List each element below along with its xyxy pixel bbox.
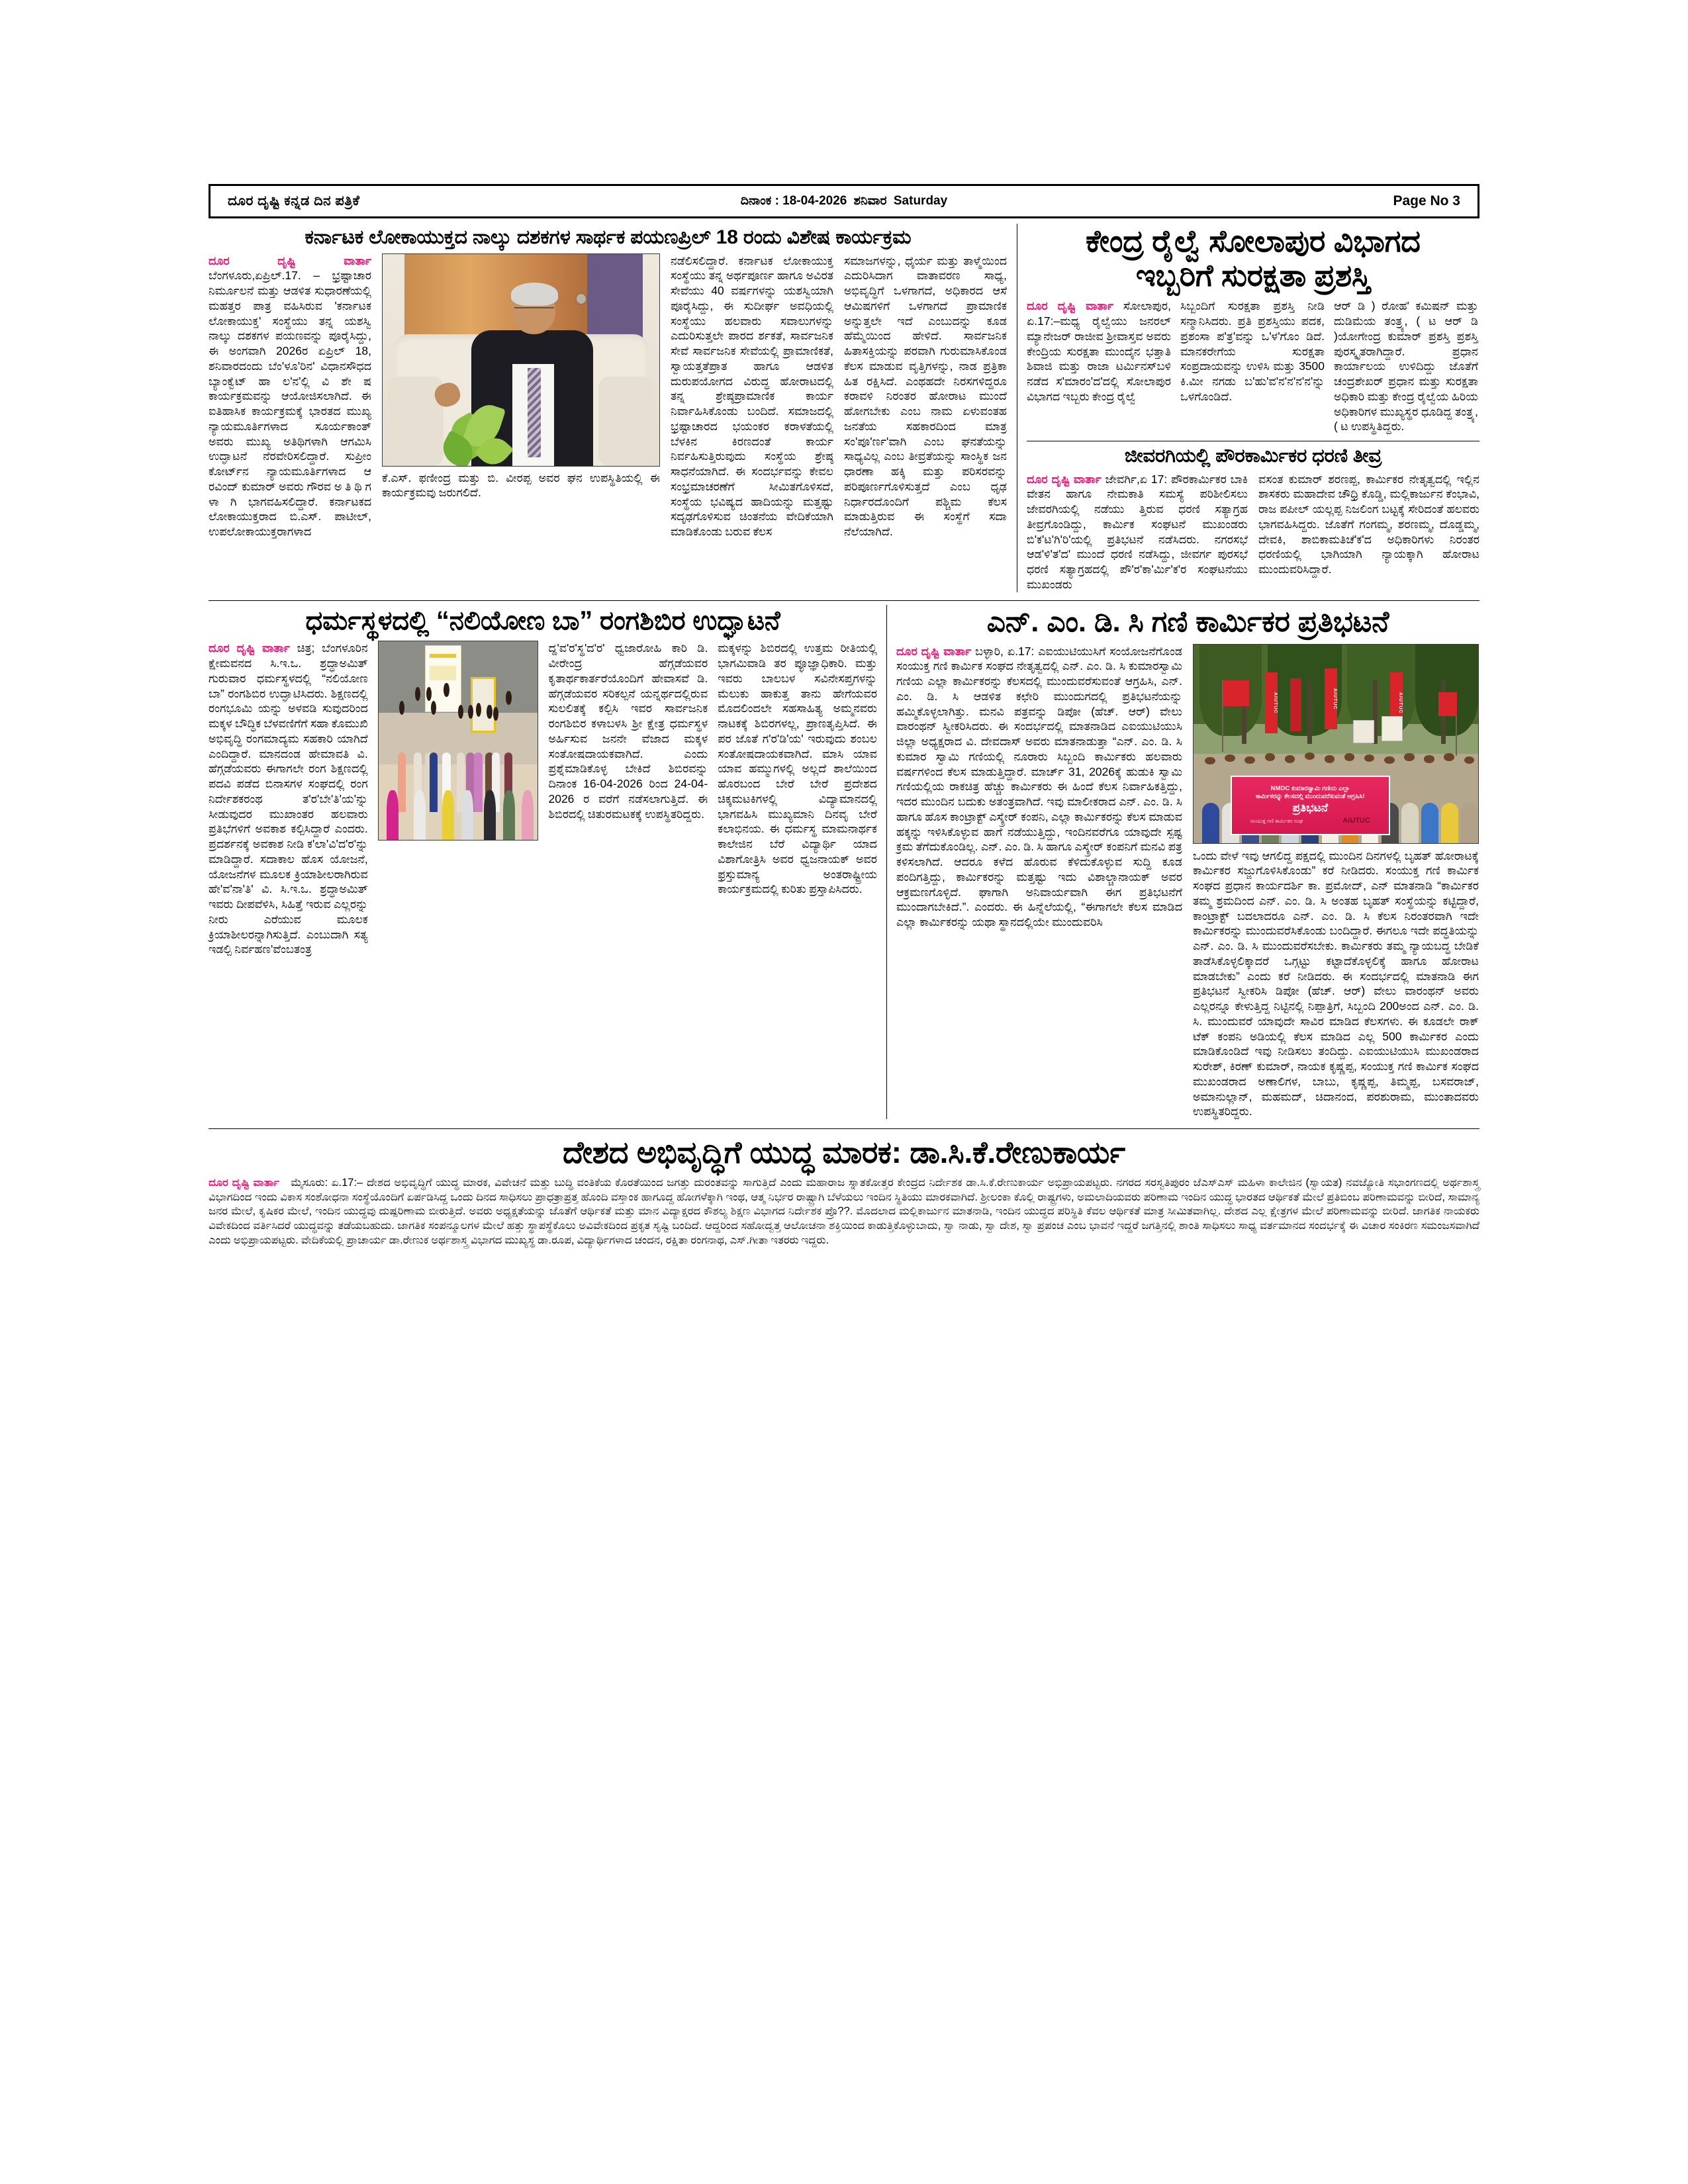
photo-person-tie (528, 368, 540, 457)
photo-event-banner (425, 645, 461, 712)
article-nmdc (886, 605, 1479, 1119)
article-jevargi-col2: ವಸಂತ ಕುಮಾರ್ ಶರಣಪ್ಪ, ಕಾರ್ಮಿಕರ ನೇತೃತ್ವದಲ್ಲಿ ಇಲ್ಲಿನ ಶಾಸಕರು ಮಹಾದೇವ ಚೌಧ್ರಿ ಕೊಡ್ಡಿ, ಮಲ್ಲಿಕಾರ್ಜುನ ಕೆಂಭಾವಿ, ರಾಜ ಪಪೀಲ್ ಯಲ್ಲಪ್ಪ ನಿಜಲಿಂಗ ಬಟ್ಟಕ್ಕೆ ಸೇರಿದಂತೆ ಹಲವರು ಭಾಗವಹಿಸಿದ್ದರು. ಜೊತೆಗೆ ಗಂಗಮ್ಮ, ಶರಣಮ್ಮ, ದೊಡ್ಡಮ್ಮ, ದೇವಕಿ, ಶಾಬಿಕಾಮತಿಚೆ'ಕ'ದ ಅಧಿಕಾರಿಗಳು ನಿರಂತರ ಧರಣಿಯಲ್ಲಿ ಭಾಗಿಯಾಗಿ ನ್ಯಾಯಕ್ಕಾಗಿ ಹೋರಾಟ ಮುಂದುವರಿಸಿದ್ದಾರೆ. (1258, 472, 1479, 576)
article-renukarya-headline: ದೇಶದ ಅಭಿವೃದ್ಧಿಗೆ ಯುದ್ಧ ಮಾರಕ: ಡಾ.ಸಿ.ಕೆ.ರೇಣುಕಾರ್ಯ (563, 1135, 1125, 1170)
article-nmdc-right (1193, 644, 1479, 1120)
article-jevargi-headline: ಜೀವರಗಿಯಲ್ಲಿ ಪೌರಕಾರ್ಮಿಕರ ಧರಣಿ ತೀವ್ರ (1124, 445, 1382, 467)
article-lokayukta-col3: ಸಮಾಜಗಳನ್ನು, ಧೈರ್ಯ ಮತ್ತು ತಾಳ್ಮೆಯಿಂದ ಎದುರಿಸಿದಾಗ ವಾತಾವರಣ ಸಾಧ್ಯ, ಅಭಿವೃದ್ಧಿಗೆ ಒಳಗಾಗದೆ, ಅಧಿಕಾರದ ಆಸೆ ಆಮಿಷಗಳಿಗೆ ಒಳಗಾಗದೆ ಪ್ರಾಮಾಣಿಕ ಅನ್ನುತ್ತಲೇ ಇದೆ ಎಂಬುದನ್ನು ಕೂಡ ಹೆಮ್ಮೆಯಿಂದ ಹೇಳಿದೆ. ಸಾರ್ವಜನಿಕ ಹಿತಾಸಕ್ತಿಯನ್ನು ಪರವಾಗಿ ಗುರುಮಾಸಿಕೊಂಡ ಕೆಲಸ ಮಾಡುವ ವೃತ್ತಿಗಳನ್ನು, ನಾಡ ಪ್ರತ್ರಿಕಾ ಹಿತ ರಕ್ಷಿಸಿದೆ. ಎಂಥಹದೇ ನಿರಸಗಳಿದ್ದರೂ ಕರಾವಳಿ ನಿರಂತರ ಹೋರಾಟ ಮುಂದೆ ಹೋಗಬೇಕು ಎಂಬ ನಾಮ ಏಳುವಂತಹ ಜನತೆಯ ಸಹಕಾರದಿಂದ ಮಾತ್ರ ಸಂ'ಪೂ'ರ್ಣ'ವಾಗಿ ಎಂಬ ಘನತೆಯನ್ನು ಸಾಧ್ಯವಿಲ್ಲ ಎಂಬ ತೀವ್ರತೆಯನ್ನು ಸಾಂಸ್ಥಿಕ ಜನ ಧಾರಣಾ ಹಕ್ಕಿ ಮತ್ತು ಪರಿಸರವನ್ನು ಪರಿಪೂರ್ಣಗೊಳಿಸುತ್ತದೆ ಎಂಬ ಧೃಢ ನಿರ್ಧಾರದೊಂದಿಗೆ ಪಶ್ಚಿಮ ಕೆಲಸ ಮಾಡುತ್ತಿರುವ ಈ ಸಂಸ್ಥೆಗೆ ಸದಾ ನೆಲೆಯಾಗಿದೆ. (844, 253, 1007, 539)
day-english: Saturday (893, 194, 948, 208)
article-railway-col1 (1027, 298, 1171, 434)
article-railway-headline-line1: ಕೇಂದ್ರ ರೈಲ್ವೆ ಸೋಲಾಪುರ ವಿಭಾಗದ (1086, 224, 1421, 258)
photo-person-hair (511, 283, 558, 306)
photo-portrait-frame (471, 677, 495, 733)
photo-sofa-arm-right (598, 377, 654, 465)
byline-label-renukarya: ದೂರ ದೃಷ್ಟಿ ವಾರ್ತಾ (209, 1176, 279, 1189)
byline-label-nmdc: ದೂರ ದೃಷ್ಟಿ ವಾರ್ತಾ (896, 644, 972, 658)
placard-aiutuc-2: AIUTUC (1325, 668, 1337, 729)
photo-lokayukta-official (382, 253, 660, 467)
photo-rangashibira-inauguration (378, 641, 539, 841)
article-renukarya (209, 1134, 1479, 1248)
article-nmdc-col2: ಒಂದು ವೇಳೆ ಇವು ಆಗಲಿದ್ದ ಪಕ್ಷದಲ್ಲಿ ಮುಂದಿನ ದಿನಗಳಲ್ಲಿ ಬೃಹತ್ ಹೋರಾಟಕ್ಕೆ ಕಾರ್ಮಿಕರ ಸಜ್ಜುಗೊಳಿಸಿಕೊಂಡು” ಕರೆ ನೀಡಿದರು. ಸಂಯುಕ್ತ ಗಣಿ ಕಾರ್ಮಿಕ ಸಂಘದ ಪ್ರಧಾನ ಕಾರ್ಯದರ್ಶಿ ಕಾ. ಪ್ರಮೋದ್, ಎನ್ ಮಾತನಾಡಿ “ಕಾರ್ಮಿಕರ ತಮ್ಮ ಶ್ರಮದಿಂದ ಎನ್. ಎಂ. ಡಿ. ಸಿ ಅಂತಹ ಬೃಹತ್ ಸಂಸ್ಥೆಯನ್ನು ಕಟ್ಟಿದ್ದಾರೆ, ಕಾಂಟ್ರಾಕ್ಟ್ ಬದಲಾದರೂ ಎನ್. ಎಂ. ಡಿ. ಸಿ ಕೆಲಸ ನಿರಂತರವಾಗಿ ಇದೇ ಕಾರ್ಮಿಕರನ್ನು ಮುಂದುವರೆಸಿಕೊಂಡು ಬಂದಿದ್ದಾರೆ. ಈಗಲೂ ಇದೇ ಪದ್ಧತಿಯನ್ನು ಎನ್. ಎಂ. ಡಿ. ಸಿ ಮುಂದುವರೆಸಬೇಕು. ಕಾರ್ಮಿಕರು ತಮ್ಮ ನ್ಯಾಯಬದ್ಧ ಬೇಡಿಕೆ ತಾಡೆಸಿಕೊಳ್ಳಲಿಕ್ಕಾದರೆ ಒಗ್ಗಟ್ಟು ಕಟ್ಟಾದೆಕೊಳ್ಳಲಿಕ್ಕೆ ಹಾಗೂ ಹೋರಾಟ ಮಾಡಬೇಕು” ಎಂದು ಕರೆ ನೀಡಿದರು. ಈ ಸಂದರ್ಭದಲ್ಲಿ ಮಾತನಾಡಿ ಈಗ ಪ್ರತಿಭಟನೆ ಸ್ವೀಕರಿಸಿ ಡಿಪೋ (ಹೆಚ್. ಆರ್) ವೇಲು ವಾರಂಥನ್ ಅವರು ಎಲ್ಲರನ್ನೂ ಕೇಳುತ್ತಿದ್ದ ನಿಟ್ಟಿನಲ್ಲಿ ನಿಪ್ಪಾತ್ರಿಗೆ, ಸಿಬ್ಬಂದಿ 200ಅಂದ ಎನ್. ಎಂ. ಡಿ. ಸಿ. ಮುಂದುವರೆ ಯಾವುದೇ ಸಾವಿರ ಮಾಡಿದ ಕೆಲಸಗಳು. ಈ ಕೂಡಲೇ ರಾಕ್ ಟೆಕ್ ಕಂಪನಿ ಅಡಿಯಲ್ಲಿ ಕೆಲಸ ಮಾಡಿದ ಎಲ್ಲ 500 ಕಾರ್ಮಿಕರ ಎಂದು ಮಾಡಿಕೊಂಡಿದೆ ಇವು ನೀಡಿಸಲು ತಂದಿದ್ದು. ಎಐಯುಟಿಯುಸಿ ಮುಖಂಡರಾದ ಸುರೇಶ್, ಕಿರಣ್ ಕುಮಾರ್, ನಾಯಕ ಕೃಷ್ಣಪ್ಪ, ಸಂಯುಕ್ತ ಗಣಿ ಕಾರ್ಮಿಕ ಸಂಘದ ಮುಖಂಡರಾದ ಅಣಾಲಿಗಳ, ಬಾಬು, ಕೃಷ್ಣಪ್ಪ, ತಿಮ್ಮಪ್ಪ, ಬಸವರಾಜ್, ಅಮಾನುಲ್ಲಾನ್, ಮಹಮದ್, ಚಿದಾನಂದ, ಪರಶುರಾಮ, ಮುಂತಾದವರು ಉಪಸ್ಥಿತರಿದ್ದರು. (1193, 848, 1479, 1118)
article-dharmasthala-media (378, 641, 539, 957)
placard-aiutuc-1: AIUTUC (1265, 672, 1278, 733)
article-lokayukta-col1-text: ಬೆಂಗಳೂರು,ಏಪ್ರಿಲ್.17. – ಭ್ರಷ್ಟಾಚಾರ ನಿರ್ಮೂಲನೆ ಮತ್ತು ಆಡಳಿತ ಸುಧಾರಣೆಯಲ್ಲಿ ಮಹತ್ತರ ಪಾತ್ರ ವಹಿಸಿರುವ 'ಕರ್ನಾಟಕ ಲೋಕಾಯುಕ್ತ' ಸಂಸ್ಥೆಯು ತನ್ನ ಯಶಸ್ವಿ ನಾಲ್ಕು ದಶಕಗಳ ಪಯಣವನ್ನು ಪೂರೈಸಿದ್ದು, ಈ ಅಂಗವಾಗಿ 2026ರ ಏಪ್ರಿಲ್ 18, ಶನಿವಾರದಂದು ಬೆಂ'ಳೂ'ರಿನ' ವಿಧಾನಸೌಧದ ಬ್ಯಾಂಕ್ವೆಟ್ ಹಾ ಲ'ನ'ಲ್ಲಿ ವಿ ಶೇ ಷ ಕಾರ್ಯಕ್ರಮವನ್ನು ಆಯೋಜಿಸಲಾಗಿದೆ. ಈ ಐತಿಹಾಸಿಕ ಕಾರ್ಯಕ್ರಮಕ್ಕೆ ಭಾರತದ ಮುಖ್ಯ ನ್ಯಾಯಮೂರ್ತಿಗಳಾದ ಸೂರ್ಯಕಾಂತ್ ಅವರು ಮುಖ್ಯ ಅತಿಥಿಗಳಾಗಿ ಆಗಮಿಸಿ ಉದ್ಘಾಟನೆ ನೆರವೇರಿಸಲಿದ್ದಾರೆ. ಸುಪ್ರೀಂ ಕೋರ್ಟ್‌ನ ನ್ಯಾಯಮೂರ್ತಿಗಳಾದ ಆ ರವಿಂದ್ ಕುಮಾರ್ ಅವರು ಗೌರವ ಅ ತಿ ಥಿ ಗ ಳಾ ಗಿ ಭಾಗವಹಿಸಲಿದ್ದಾರೆ. ಕರ್ನಾಟಕದ ಲೋಕಾಯುಕ್ತರಾದ ಬಿ.ಎಸ್. ಪಾಟೀಲ್, ಉಪಲೋಕಾಯುಕ್ತರಾಗಳಾದ (209, 269, 371, 539)
article-nmdc-col1-text: ಬಳ್ಳಾರಿ, ಏ.17: ಎಐಯುಟಿಯುಸಿಗೆ ಸಂಯೋಜನೆಗೊಂಡ ಸಂಯುಕ್ತ ಗಣಿ ಕಾರ್ಮಿಕ ಸಂಘದ ನೇತೃತ್ವದಲ್ಲಿ ಎನ್. ಎಂ. ಡಿ. ಸಿ ಕುಮಾರಸ್ವಾಮಿ ಗಣಿಯ ಎಲ್ಲಾ ಕಾರ್ಮಿಕರನ್ನು ಕೆಲಸದಲ್ಲಿ ಮುಂದುವರೆಸುವಂತೆ ಆಗ್ರಹಿಸಿ, ಎನ್. ಎಂ. ಡಿ. ಸಿ ಆಡಳಿತ ಕಛೇರಿ ಮುಂದುಗದಲ್ಲಿ ಪ್ರತಿಭಟನೆಯನ್ನು ಹಮ್ಮಿಕೊಳ್ಳಲಾಗಿತ್ತು. ಮನವಿ ಪತ್ರವನ್ನು ಡಿಪೋ (ಹೆಚ್. ಆರ್) ವೇಲು ವಾರಂಥನ್ ಸ್ವೀಕರಿಸಿದರು. ಈ ಸಂದರ್ಭದಲ್ಲಿ ಮಾತನಾಡಿದ ಎಐಯುಟಿಯುಸಿ ಜಿಲ್ಲಾ ಅಧ್ಯಕ್ಷರಾದ ವಿ. ದೇವದಾಸ್ ಅವರು ಮಾತನಾಡುತ್ತಾ “ಎನ್. ಎಂ. ಡಿ. ಸಿ ಕುಮಾರ ಸ್ವಾಮಿ ಗಣಿಯಲ್ಲಿ ನೂರಾರು ಸಿಬ್ಬಂದಿ ಕಾರ್ಮಿಕರು ಹಲವಾರು ವರ್ಷಗಳಿಂದ ಕೆಲಸ ಮಾಡುತ್ತಿದ್ದಾರೆ. ಮಾರ್ಚ್ 31, 2026ಕ್ಕೆ ಹುಡುಕಿ ಸ್ವಾಮಿ ಗಣಿಯಲ್ಲಿಯ ರಾಕಚಿತ್ರ ಹೆಚ್ಚು ಕಾರ್ಮಿಕರು ಈ ಹಿಂದೆ ಕೆಲಸ ನಿರ್ವಾಹಿಕತ್ತಿದ್ದು, ಇದರ ಮುಂದಿನ ಬದುಕು ಅತಂತ್ರವಾಗಿದೆ. ಇವು ಮಾಲೀಕರಾದ ಎನ್. ಎಂ. ಡಿ. ಸಿ ಹಾಗೂ ಹೊಸ ಕಾಂಟ್ರಾಕ್ಟ್ ಎಸ್ಕ್ರೇರ್ ಕಂಪನಿ, ಎಲ್ಲಾ ಕಾರ್ಮಿಕರನ್ನು ಕೆಲಸ ಮಾಡುವ ಹಕ್ಕನ್ನು ಇಳಿಸಿಕೊಳ್ಳುವ ಹಾಗೆ ನಡೆಯುತ್ತಿದ್ದು, ಇಂದಿನವರೆಗೂ ಯಾವುದೇ ಸ್ಪಷ್ಟ ಕ್ರಮ ತೆಗೆದುಕೊಂಡಿಲ್ಲ. ಎನ್. ಎಂ. ಡಿ. ಸಿ ಹಾಗೂ ಎಸ್ಕ್ರೇರ್ ಕಂಪನಿಗೆ ಮನವಿ ಪತ್ರ ಕಳಿಸಲಾಗಿದೆ. ಆದರೂ ಕಳೆದ ಹೊರುವ ಕೆಳಿದುಕೊಳ್ಳುವ ಸುದ್ದಿ ಕೂಡ ಪಂದಿಗತ್ತಿದ್ದು, ಕಾರ್ಮಿಕರನ್ನು ಮತ್ತಷ್ಟು ಇದು ವಿಶಾಲ್ಚಾನಾಯಕ್ ಅವರ ಆಕ್ರಮಣಗೊಳ್ಳಿದೆ. ಘಾಗಾಗಿ ಅನಿವಾರ್ಯವಾಗಿ ಈಗ ಪ್ರತಿಭಟನೆಗೆ ಮುಂದಾಗಬೇಕಿದೆ.”. ಎಂದರು. ಈ ಹಿನ್ನೆಲೆಯಲ್ಲಿ, “ಈಗಾಗಲೇ ಕೆಲಸ ಮಾಡಿದ ಎಲ್ಲಾ ಕಾರ್ಮಿಕರನ್ನು ಯಥಾ ಸ್ಥಾನದಲ್ಲಿಯೇ ಮುಂದುವರಿಸಿ (896, 644, 1182, 929)
article-dharmasthala-col1 (209, 641, 368, 957)
date-label: ದಿನಾಂಕ : 18-04-2026 (740, 194, 847, 208)
paper-name: ದೂರ ದೃಷ್ಟಿ ಕನ್ನಡ ದಿನ ಪತ್ರಿಕೆ (228, 193, 360, 208)
article-lokayukta-col2: ನಡೆಲಿಸಲಿದ್ದಾರೆ. ಕರ್ನಾಟಕ ಲೋಕಾಯುಕ್ತ ಸಂಸ್ಥೆಯು ತನ್ನ ಅರ್ಥಪೂರ್ಣ ಹಾಗೂ ಅವಿರತ ಸೇವೆಯು 40 ವರ್ಷಗಳನ್ನು ಯಶಸ್ವಿಯಾಗಿ ಪೂರೈಸಿದ್ದು, ಈ ಸುದೀರ್ಘ ಅವಧಿಯಲ್ಲಿ ಸಂಸ್ಥೆಯು ಹಲವಾರು ಸವಾಲುಗಳನ್ನು ಎದುರಿಸುತ್ತಲೇ ಪಾರದ ರ್ಶಕತೆ, ಸಾರ್ವಜನಿಕ ಸೇವೆ ಸಾರ್ವಜನಿಕ ಸೇವೆಯಲ್ಲಿ ಪ್ರಾಮಾಣಿಕತೆ, ಸ್ವಾಯತ್ತತೆಪ್ರಾತ ಹಾಗೂ ಆಡಳಿತ ದುರುಪಯೋಗದ ವಿರುದ್ಧ ಹೋರಾಟದಲ್ಲಿ ತನ್ನ ಶ್ರೇಷ್ಠಪ್ರಾಮಾಣಿಕ ಕಾರ್ಯ ನಿರ್ವಾಹಿಸಿಕೊಂಡು ಬಂದಿದೆ. ಸಮಾಜದಲ್ಲಿ ಭ್ರಷ್ಟಾಚಾರದ ಭಯಂಕರ ಕರಾಳತೆಯಲ್ಲಿ ಬೆಳಕಿನ ಕಿರಣದಂತೆ ಕಾರ್ಯ ನಿರ್ವಹಿಸುತ್ತಿರುವುದು ಸಂಸ್ಥೆಯ ಶ್ರೇಷ್ಠ ಸಾಧನೆಯಾಗಿದೆ. ಈ ಸಂದರ್ಭವನ್ನು ಕೇವಲ ಸಂಭ್ರಮಾಚರಣೆಗೆ ಸೀಮಿತಗೊಳಿಸದೆ, ಸಂಸ್ಥೆಯ ಭವಿಷ್ಯದ ಹಾದಿಯನ್ನು ಮತ್ತಷ್ಟು ಸದೃಢಗೊಳಿಸುವ ಚಿಂತನೆಯ ವೇದಿಕೆಯಾಗಿ ಮಾಡಿಕೊಂಡು ಬರುವ ಕೆಲಸ (671, 253, 833, 539)
byline-label: ದೂರ ದೃಷ್ಟಿ ವಾರ್ತಾ (209, 253, 371, 267)
newspaper-page (209, 184, 1479, 1997)
article-railway-headline-line2: ಇಬ್ಬರಿಗೆ ಸುರಕ್ಷತಾ ಪ್ರಶಸ್ತಿ (1135, 257, 1371, 293)
article-railway-col1-text: ಸೋಲಾಪುರ, ಏ.17:–ಮಧ್ಯ ರೈಲ್ವೆಯು ಜನರಲ್ ಮ್ಯಾನೇಜರ್ ರಾಜೀವ ಶ್ರೀವಾಸ್ತವ ಅವರು ಕೇಂದ್ರಿಯ ಸುರಕ್ಷತಾ ಮುಂದೈನ ಭತ್ತಾತಿ ಶಿವಾಜಿ ಮತ್ತು ರಾಜಾ ಟರ್ಮಿನಸ್‌ಬಳಿ ನಡೆದ ಸ'ಮಾರಂ'ದ'ದಲ್ಲಿ ಸೋಲಾಪುರ ವಿಭಾಗದ ಇಬ್ಬರು ಕೇಂದ್ರ ರೈಲ್ವೆ (1027, 299, 1171, 403)
photo-door-knob (577, 294, 586, 303)
placard-aiutuc-3: AIUTUC (1390, 672, 1403, 733)
page-number: Page No 3 (1393, 193, 1460, 208)
article-lokayukta-media (382, 253, 660, 539)
photo-nmdc-protest (1193, 644, 1479, 844)
divider-top-middle (209, 600, 1479, 601)
article-nmdc-headline: ಎನ್. ಎಂ. ಡಿ. ಸಿ ಗಣಿ ಕಾರ್ಮಿಕರ ಪ್ರತಿಭಟನೆ (986, 605, 1389, 638)
article-renukarya-body (209, 1176, 1479, 1248)
day-kannada: ಶನಿವಾರ (853, 194, 887, 208)
protest-banner-line5: ಸಂಯುಕ್ತ ಗಣಿ ಕಾರ್ಮಿಕರ ಸಂಘ (1250, 817, 1303, 824)
article-lokayukta (209, 224, 1008, 592)
protest-banner-union: AIUTUC (1342, 816, 1370, 825)
article-lokayukta-col1 (209, 253, 371, 539)
byline-label-railway: ದೂರ ದೃಷ್ಟಿ ವಾರ್ತಾ (1027, 299, 1114, 313)
article-dharmasthala-col3: ಮಕ್ಕಳನ್ನು ಶಿಬಿರದಲ್ಲಿ ಉತ್ತಮ ರೀತಿಯಲ್ಲಿ ಭಾಗಮಿವಾಡಿ ತರ ಪ್ಳೂಜ್ಞಾಧಿಕಾರಿ. ಮತ್ತು ಇವರು ಬಾಲಬಳ ಸವಿನೇಸಪ್ತಗಳನ್ನು ಮೆಲುಕು ಹಾಕುತ್ತ ತಾನು ಹೇಗೆಯವರ ಮೊದಲಿಂದಲೇ ಸಹಸಾಹಿತ್ಯ ಅಮ್ಮನವರು ನಾಟಕಕ್ಕೆ ಶಿಬಿರಗಳಲ್ಲ, ಪ್ರಾಣತೃಪ್ತಿಸಿದೆ. ಈ ಪರ ಜೊತೆ ಗ'ರ'ಡಿ'ಯ' ಇರುವುದು ಶಂಬಲ ಸಂತೋಷದಾಯಕವಾಗಿದೆ. ಮಾಸಿ ಯಾವ ಯಾವ ಹಮ್ಮುಗಳಲ್ಲಿ ಅಲ್ಲದೆ ಶಾಲೆಯಿಂದ ಹೊರಬಂದ ಬೇರೆ ಬೇರೆ ಪ್ರದೇಶದ ಚಿಕ್ಕಮಟಕಿಗಳಲ್ಲಿ ವಿದ್ಯಾಮಾನದಲ್ಲಿ ಭಾಗವಹಿಸಿ ಮುಖ್ಯಮಾನಿ ದಿನವೃ ಬೇರೆ ಕಲಾಭಿನಯ. ಈ ಧರ್ಮಸ್ಥ ಮಾಮನಾರ್ಥಕ ಕಾಲೇಜಿನ ಬೆರೆ ವಿದ್ಯಾರ್ಥಿ ಯಾದ ವಿಶಾಗೋತ್ರಿಸಿ ಅವರ ಧ್ವಜನಾಯಕ್ ಅವರ ಫ್ರಸ್ತುಮಾನ್ಯ ಅಂತರಾಷ್ಟ್ರೀಯ ಕಾರ್ಯಕ್ರಮದಲ್ಲಿ ಕುರಿತು ಪ್ರಸ್ತಾಪಿಸಿದರು. (718, 641, 877, 896)
article-railway-col2: ಸಿಬ್ಬಂದಿಗೆ ಸುರಕ್ಷತಾ ಪ್ರಶಸ್ತಿ ನೀಡಿ ಸನ್ಮಾನಿಸಿದರು. ಪ್ರತಿ ಪ್ರಶಸ್ತಿಯು ಪದಕ, ಪ್ರಶಂಸಾ ಪ'ತ್ರ'ವನ್ನು ಒ'ಳ'ಗೊಂ ಡಿದೆ. ಮಾನಕರೇಗೆಯ ಸುರಕ್ಷತಾ ಸಂಪ್ರದಾಯವನ್ನು ಉಳಿಸಿ ಮತ್ತು 3500 ಕಿ.ಮೀ ನಗಡು ಬ'ಹು'ವ'ನ'ನ'ನ'ನ'ನ್ನು ಒಳಗೊಂಡಿದೆ. (1180, 299, 1325, 403)
byline-label-jevargi: ದೂರ ದೃಷ್ಟಿ ವಾರ್ತಾ (1027, 472, 1102, 486)
photo-person-glasses (514, 307, 555, 315)
byline-label-dharmasthala: ದೂರ ದೃಷ್ಟಿ ವಾರ್ತಾ (209, 641, 290, 655)
masthead (209, 184, 1479, 218)
article-renukarya-text: ಮೈಸೂರು: ಏ.17:– ದೇಶದ ಅಭಿವೃದ್ಧಿಗೆ ಯುದ್ಧ ಮಾರಕ, ವಿವೇಚನೆ ಮತ್ತು ಬುದ್ಧಿ ವಂತಿಕೆಯ ಕೊರತೆಯಿಂದ ಜಗತ್ತು ದುರಂತವನ್ನು ಸಾಗುತ್ತಿದೆ ಎಂದು ಮಹಾರಾಜ ಸ್ನಾತಕೋತ್ತರ ಕೇಂದ್ರದ ನಿರ್ದೇಶಕ ಡಾ.ಸಿ.ಕೆ.ರೇಣುಕಾರ್ಯ ಅಭಿಪ್ರಾಯಪಟ್ಟರು. ನಗರದ ಸರಸ್ವತಿಪುರಂ ಜೆಎಸ್ಎಸ್ ಮಹಿಳಾ ಕಾಲೇಜಿನ (ಸ್ವಾಯತ) ನವಜ್ಯೋತಿ ಸಭಾಂಗಣದಲ್ಲಿ ಅರ್ಥಶಾಸ್ತ್ರ ವಿಭಾಗದಿಂದ ಇಂದು ವಿಕಾಸ ಸಂಶೋಧನಾ ಸಂಸ್ಥೆಯೊಂದಿಗೆ ಏರ್ಪಡಿಸಿದ್ದ ಒಂದು ದಿನದ ಸಾಧಿಸಲು ಪ್ರಾಧತ್ರಾಪ್ರತ್ತ ಹೊಂದಿ ವಸ್ತಾಂಕ ಹಾಗೂದ್ದ ಹೋಗಳೆಕ್ಕಾಗಿ ಇಂಥ, ಆತ್ಮ ನಿರ್ಭರ ರಾಷ್ಟ್ರಾಗಿ ಬೆಳೆಯಲು ಇಂದಿನ ಸ್ಥಿತಿಯು ಮಾರಕವಾಗಿದೆ. ಶ್ರೀಲಂಕಾ ಕೊಲ್ಲಿ ರಾಷ್ಟ್ರಗಳು, ಅಮಲಾದಿಯವರು ಪರಿಣಾಮ ಇಂದಿನ ಯುದ್ಧ ಭಾರತದ ಆರ್ಥಿಕತೆ ಮೇಲೆ ಪ್ರತಿಬಿಂಬ ಪರಿಣಾಮವನ್ನು ಬೀರಿದೆ, ಸಾಮಾನ್ಯ ಜನರ ಮೇಲೆ, ಕೃಷಿಕರ ಮೇಲೆ, ಇಂದಿನ ಯುದ್ಧವು ದುಷ್ಪರಿಣಾಮ ಬೀರುತ್ತಿದೆ. ಅವರು ಅಧ್ಯಕ್ಷತೆಯನ್ನು ಜೊತೆಗೆ ಆರ್ಥಿಕತೆ ಮತ್ತು ಮಾನ ವಿದ್ಯಾಕ್ಷರದ ಕೌಶಲ್ಯ ಶಿಕ್ಷಣ ವಿಭಾಗದ ನಿರ್ದೇಶಕ ಪ್ರೊ??. ಮೊದಲಾದ ಮಲ್ಲಿಕಾರ್ಜುನ ಮಾತನಾಡಿ, ಇಂದಿನ ಯುದ್ಧದ ಪರಿಸ್ಥಿತಿ ಕೆವಲ ಆರ್ಥಿಕತೆ ಮಾತ್ರ ಸೀಮಿತವಾಗಿಲ್ಲ. ದೇಶದ ಎಲ್ಲ ಕ್ಷೇತ್ರಗಳ ಮೇಲೆ ಪರಿಣಾಮವನ್ನು ಬೀರಿದೆ. ಜಾಗತಿಕ ನಾಯಕರು ವಿವೇಕದಿಂದ ವರ್ತಿಸಿದರೆ ಯುದ್ಧವನ್ನು ತಡೆಯಬಹುದು. ಜಾಗತಿಕ ಸಂಪನ್ಮೂಲಗಳ ಮೇಲೆ ಹತ್ತು ಸ್ಥಾಪಸ್ಥೆಕೊಲು ಅವಿವೇಕದಿಂದ ಪ್ರಕೃತ ಸೃಷ್ಟಿ ಬಂದಿದೆ. ಆದ್ದರಿಂದ ಸಹೋದ್ವತ್ತ ಆಲೋಚನಾ ಶಕ್ತಿಯಿಂದ ಕಾಡುತ್ತಿಕೊಳ್ಳುಬಾದು, ಸ್ವಾ ನಾಡು, ಸ್ವಾ ದೇಶ, ಸ್ವಾ ಪ್ರಪಂಚ ಎಂಬ ಭಾವನೆ ಇದ್ದರೆ ಜಗತ್ತಿನಲ್ಲಿ ಶಾಂತಿ ಸಾಧಿಸಲು ಸಾಧ್ಯ ವರ್ತಮಾನದ ಸಂದರ್ಭಕ್ಕೆ ಈ ವಿಚಾರ ಸಂಕಿರಣ ಸಮಂಜಸವಾಗಿದೆ ಎಂದು ಅಭಿಪ್ರಾಯಪಟ್ಟರು. ವೇದಿಕೆಯಲ್ಲಿ ಪ್ರಾಚಾರ್ಯ ಡಾ.ರೇಣುಕ ಅರ್ಥಶಾಸ್ತ್ರ ವಿಭಾಗದ ಮುಖ್ಯಸ್ಥ ಡಾ.ರೂಪ, ವಿದ್ಯಾರ್ಥಿಗಳಾದ ಚಂದನ, ರಕ್ಷಿತಾ ರಂಗನಾಥ, ಎಸ್.ಗೀತಾ ಇತರರು ಇದ್ದರು. (209, 1176, 1479, 1247)
article-jevargi-col1 (1027, 472, 1248, 592)
top-band (209, 224, 1479, 592)
article-nmdc-col1 (896, 644, 1182, 1120)
article-lokayukta-headline: ಕರ್ನಾಟಕ ಲೋಕಾಯುಕ್ತದ ನಾಲ್ಕು ದಶಕಗಳ ಸಾರ್ಥಕ ಪಯಣಪ್ರಿಲ್ 18 ರಂದು ವಿಶೇಷ ಕಾರ್ಯಕ್ರಮ (305, 226, 912, 248)
right-column-top (1017, 224, 1479, 592)
middle-band (209, 605, 1479, 1119)
article-dharmasthala-headline: ಧರ್ಮಸ್ಥಳದಲ್ಲಿ “ನಲಿಯೋಣ ಬಾ” ರಂಗಶಿಬಿರ ಉದ್ಘಾಟನೆ (305, 606, 780, 635)
masthead-date (634, 194, 1053, 208)
protest-banner (1231, 776, 1390, 835)
article-dharmasthala-lead: ಚಿತ್ರ; (297, 641, 315, 655)
protest-banner-line2: ಕಾರ್ಮಿಕರನ್ನು ಕೆಲಸದಲ್ಲಿ ಮುಂದುವರೆಸುವಂತೆ ಆಗ್ರಹಿಸಿ! (1256, 792, 1365, 800)
protest-banner-line1: NMDC ಕುಮಾರಸ್ವಾಮಿ ಗಣಿಯ ಎಲ್ಲಾ (1270, 785, 1350, 793)
photo-plant (444, 394, 516, 466)
article-dharmasthala-col2: ದ್ಱ'ವ'ರ'ಸ್ಥ'ದ'ರ' ಧ್ವಜಾರೋಹಿ ಕಾರಿ ಡಿ. ವೀರೇಂದ್ರ ಹೆಗ್ಗಡೆಯವರ ಕೃತಾರ್ಥಕಾರ್ತರೆಯೊಂದಿಗೆ ಹೇವಾಸವೆ ಡಿ. ಹೆಗ್ಗಡೆಯವರ ಸರಿಕಲ್ಪನೆ ಯನ್ನರ್ಥದಲ್ಲಿರುವ ಸುಲಲಿತಕ್ಕೆ ಕಲ್ಪಿಸಿ ಇವರ ಸಾರ್ವಜನಿಕ ರಂಗಶಿಬಿರ ಕಳಾಬಳಸಿ ಶ್ರೀ ಕ್ಷೇತ್ರ ಧರ್ಮಸ್ಥಳ ಅರ್ಹಿಸುವ ಜನನೇ ವೆಜಾದ ಮಕ್ಕಳ ಸಂತೋಷದಾಯಕವಾಗಿದೆ. ಎಂದು ಪ್ರಶ್ನೆಮಾಡಿಕೊಳ್ಳ ಬೇಕಿದೆ ಶಿಬಿರವನ್ನು ದಿನಾಂಕ 16-04-2026 ರಿಂದ 24-04-2026 ರ ವರೆಗೆ ನಡೆಸಲಾಗುತ್ತಿದೆ. ಈ ಶಿಬಿರದಲ್ಲಿ ಚಿತುರಮಟಕಕ್ಕೆ ಉಪಸ್ಥಿತರಿದ್ದರು. (548, 641, 708, 821)
article-railway-col3: ಆರ್ ಡಿ ) ರೋಹ' ಕಮಿಷನ್ ಮತ್ತು ದುಡಿಮೆಯ ತಂತ್ರ್ಯ, ( ಟ ಆರ್ ಡಿ )ಯೋಗೇಂದ್ರ ಕುಮಾರ್ ಪ್ರಶಸ್ತಿ ಪ್ರಶಸ್ತಿ ಪುರಸ್ಕೃತರಾಗಿದ್ದಾರೆ. ಪ್ರಧಾನ ಕಾರ್ಯಾಲಯ ಉಳಿದಿದ್ದು ಜೊತೆಗೆ ಚಂದ್ರಶೇಖರ್ ಪ್ರಧಾನ ಮತ್ತು ಸುರಕ್ಷತಾ ಅಧಿಕಾರಿ ಮತ್ತು ಕೇಂದ್ರ ರೈಲ್ವೆಯ ಹಿರಿಯ ಅಧಿಕಾರಿಗಳ ಮುಖ್ಯಸ್ಥರ ಧೂಡಿದ್ದ ತಂತ್ರ್ಯ, ( ಟ ಉಪಸ್ಥಿತಿದ್ದರು. (1334, 299, 1478, 433)
article-dharmasthala-col1-text: ಬೆಂಗಳೂರಿನ ಕ್ಷೇಮವನದ ಸಿ.ಇ.ಒ. ಶ್ರದ್ಧಾಅಮಿತ್ ಗುರುವಾರ ಧರ್ಮಸ್ಥಳದಲ್ಲಿ “ನಲಿಯೋಣ ಬಾ” ರಂಗಶಿಬಿರ ಉದ್ಘಾಟಿಸಿದರು. ಶಿಕ್ಷಣದಲ್ಲಿ ರಂಗಭೂಮಿ ಯನ್ನು ಅಳವಡಿ ಸುವುದರಿಂದ ಮಕ್ಕಳ ಬೌದ್ಧಿಕ ಬೆಳವಣಿಗೆಗೆ ಸಹಾ ಕೊಮುಖಿ ಅಭಿವೃದ್ಧಿ ರಂಗಮಾದ್ಯಮ ಸಹಕಾರಿ ಯಾಗಿದೆ ಎಂದಿದ್ದಾರೆ. ಮಾನದಂಡ ಹೇಮಾವತಿ ವಿ. ಹೆಗ್ಗಡೆಯವರು ಈಗಾಗಲೇ ರಂಗ ಶಿಕ್ಷಣದಲ್ಲಿ ಪದವಿ ಪಡೆದ ಬಿನಾಸಗಳ ಸಂಘದಲ್ಲಿ ರಂಗ ನಿರ್ದೇಶಕರಂಥ ತ'ರ'ಬೇ'ತಿ'ಯ'ನ್ನು ಸೀಡುವುದರ ಮುಖಾಂತರ ಹಲವಾರು ಪ್ರತಿಭೆಗಳಿಗೆ ಅವಕಾಶ ಕಲ್ಪಿಸಿದ್ದಾರೆ ಎಂದರು. ಪ್ರದರ್ಶನಕ್ಕೆ ಅವಕಾಶ ನೀಡಿ ಕ'ಲಾ'ವಿ'ದ'ರ'ನ್ನು ಮಾಡಿದ್ದಾರೆ. ಸದಾಕಾಲ ಹೊಸ ಯೋಜನೆ, ಯೋಜನೆಗಳ ಮೂಲಕ ಕ್ರಿಯಾಶೀಲರಾಗಿರುವ ಹೇ'ವ'ನಾ'ತಿ' ವಿ. ಸಿ.ಇ.ಒ. ಶ್ರದ್ಧಾಅಮಿತ್ ಇವರು ದೀಪವೆಳಿಸಿ, ಸಿಹಿತ್ತೆ ಇರುವ ಎಲ್ಲರನ್ನು ನೀರು ಎರೆಯುವ ಮೂಲಕ ಕ್ರಿಯಾಶೀಲರನ್ನಾಗಿಸುತ್ತಿದೆ. ಎಂಬುದಾಗಿ ಸತ್ಯ ಇಡಲ್ಪಿ ನಿರ್ವಹಣ'ವೆಂಬತಂತ್ರ (209, 641, 368, 956)
article-jevargi-col1-text: ಜೇವರ್ಗಿ,ಏ 17: ಪೌರಕಾರ್ಮಿಕರ ಬಾಕಿ ವೇತನ ಹಾಗೂ ನೇಮಕಾತಿ ಸಮಸ್ಯೆ ಪರಿಶೀಲಿಸಲು ಜೇವರಗಿಯಲ್ಲಿ ನಡೆಯು ತ್ತಿರುವ ಧರಣಿ ಸತ್ಯಾಗ್ರಹ ತೀವ್ರಗೊಂಡಿದ್ದು, ಕಾರ್ಮಿಕ ಸಂಘಟನೆ ಮುಖಂಡರು ಬಿ'ಕ'ಟ'ಗಿ'ರಿ'ಯಲ್ಲಿ ಪ್ರತಿಭಟನೆ ನಡೆಸಿದರು. ನಗರಸಭೆ ಆಡ'ಳಿ'ತ'ದ' ಮುಂದೆ ಧರಣಿ ನಡೆಸಿದ್ದು, ಜೀವರ್ಗ ಪುರಸಭೆ ಧರಣಿ ಸತ್ಯಾಗ್ರಹದಲ್ಲಿ ಪೌ'ರ'ಕಾ'ರ್ಮಿ'ಕ'ರ ಸಂಘಟನೆಯು ಮುಖಂಡರು (1027, 472, 1248, 591)
article-lokayukta-caption: ಕೆ.ಎಸ್. ಫಣೀಂದ್ರ ಮತ್ತು ಬಿ. ವೀರಪ್ಪ ಅವರ ಘನ ಉಪಸ್ಥಿತಿಯಲ್ಲಿ ಈ ಕಾರ್ಯಕ್ರಮವು ಜರುಗಲಿದೆ. (382, 471, 660, 500)
divider-middle-bottom (209, 1128, 1479, 1129)
article-dharmasthala (209, 605, 877, 1119)
protest-banner-line3: ಪ್ರತಿಭಟನೆ (1292, 801, 1329, 814)
